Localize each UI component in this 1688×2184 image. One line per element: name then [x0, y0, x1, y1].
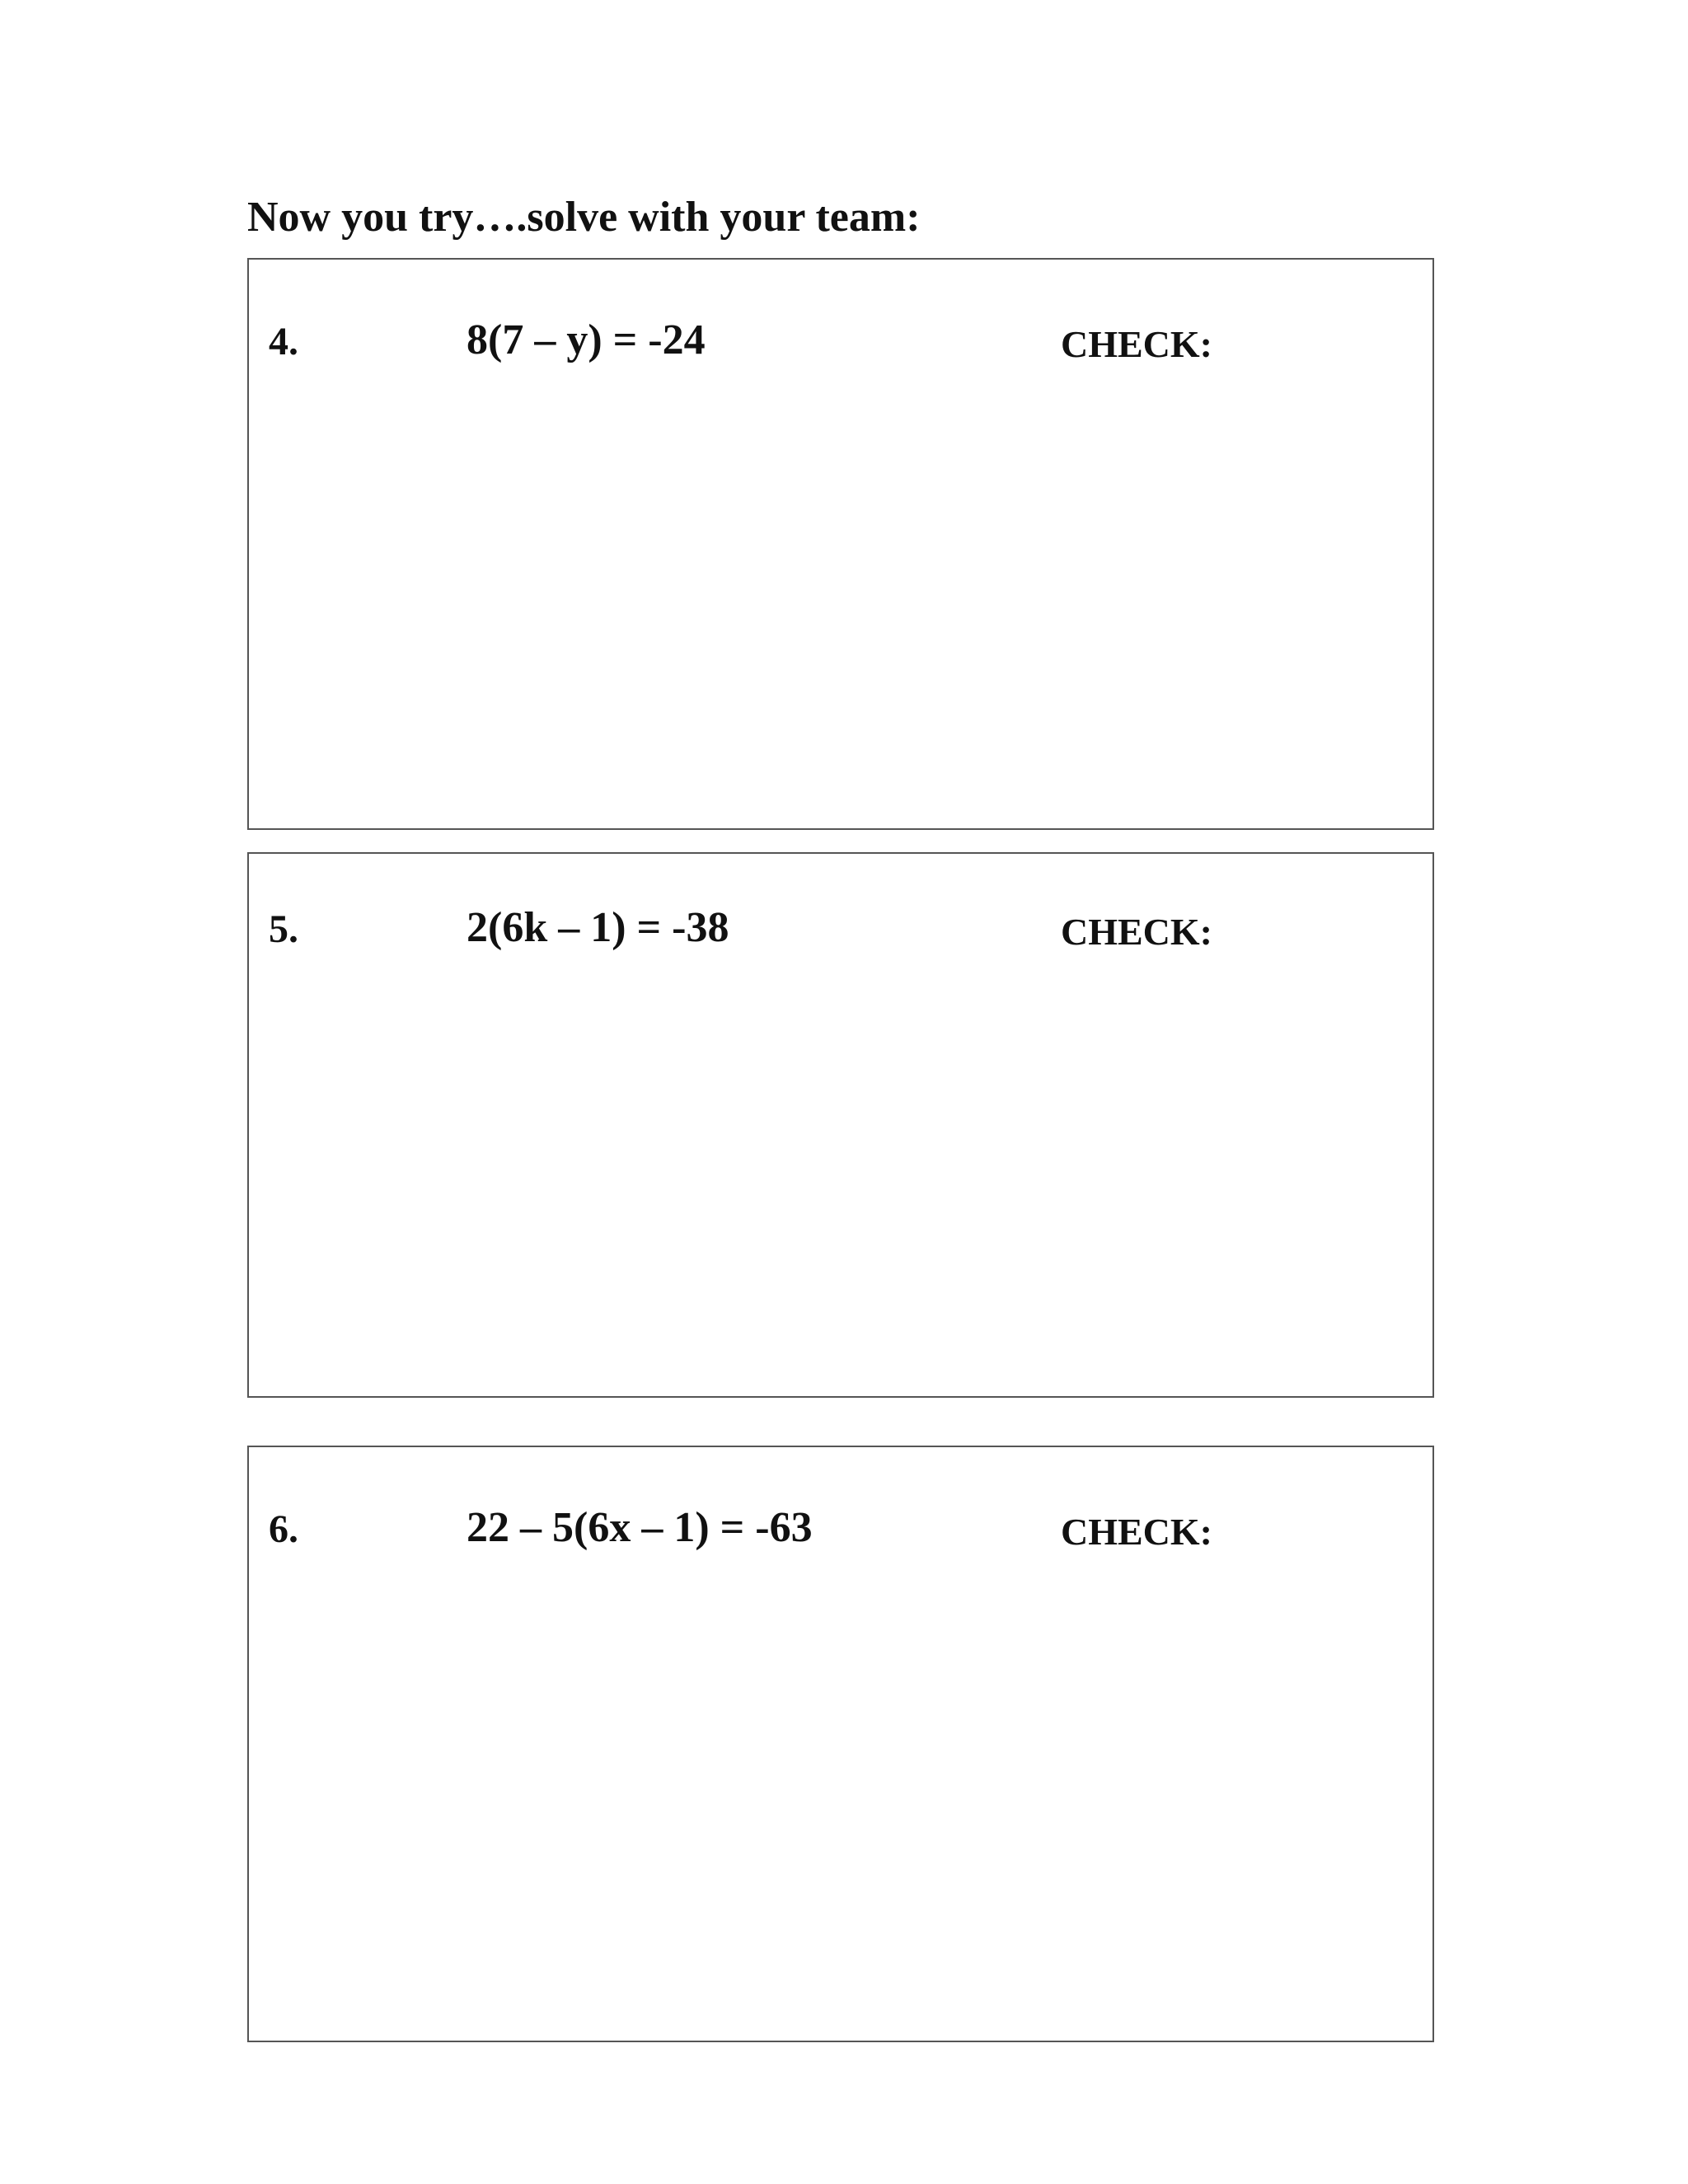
problem-number: 5.: [269, 907, 298, 951]
problem-box-6: [247, 1446, 1434, 2042]
problem-equation: 8(7 – y) = -24: [467, 316, 706, 363]
worksheet-heading: Now you try….solve with your team:: [247, 194, 921, 241]
problem-number: 6.: [269, 1507, 298, 1551]
check-label: CHECK:: [1061, 911, 1212, 953]
check-label: CHECK:: [1061, 323, 1212, 365]
problem-number: 4.: [269, 320, 298, 363]
problem-box-4: [247, 258, 1434, 830]
problem-box-5: [247, 852, 1434, 1398]
problem-equation: 2(6k – 1) = -38: [467, 904, 729, 951]
problem-equation: 22 – 5(6x – 1) = -63: [467, 1504, 813, 1551]
check-label: CHECK:: [1061, 1511, 1212, 1553]
